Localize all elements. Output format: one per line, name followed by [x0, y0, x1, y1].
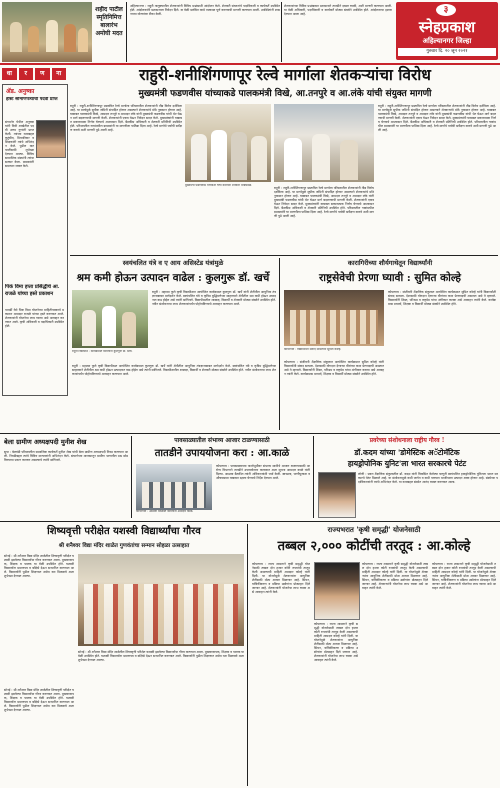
- krushi-body-4: कोपरगाव : राज्य शासनाने कृषी समृद्धी योजनेसाठी तब्बल दोन हजार कोटी रुपयांची तरतूद केली असल्याची माहिती आमदार कोल्हे यांनी दिली. या योजनेमुळे शेतकऱ्यांना आधुनिक शेतीसाठी मोठा आधार मिळणार आहे. सिंचन, यांत्रिकीकरण व प्रक्रिया उद्योगांना प्रोत्साहन दिले जाणार आहे. शेतकऱ्यांनी योजनेचा लाभ घ्यावा असे आवाहन त्यांनी केले.: [432, 562, 496, 590]
- pavsala-caption: कोपरगाव : आढावा बैठकीत बोलताना आमदार काळे.: [136, 510, 194, 513]
- main-story-photo: [185, 104, 271, 182]
- shram-headline: श्रम कमी होऊन उत्पादन वाढेल : कुलगुरू डॉ. खर्चे: [76, 272, 270, 284]
- masthead-title: स्नेहप्रकाश: [418, 18, 476, 36]
- main-subhead: मुख्यमंत्री फडणवीस यांच्याकडे पालकमंत्री विखे, आ.तनपुरे व आ.लंके यांची संयुक्त मागणी: [138, 89, 432, 99]
- main-story-right-text: राहुरी : राहुरी-शनीशिंगणापूर प्रस्तावित रेल्वे मार्गाला परिसरातील शेतकऱ्यांनी तीव्र विरोध दर्शविला आहे. या मार्गामुळे सुपीक जमिनी संपादित होणार असल्याने शेतकऱ्यांचे मोठे नुकसान होणार आहे. याबाबत पालकमंत्री विखे, आमदार तनपुरे व आमदार लंके यांनी मुख्यमंत्री फडणवीस यांची भेट घेऊन मार्ग बदलण्याची मागणी केली. शेतकऱ्यांनी एकत्र येऊन निवेदन सादर केले. मुख्यमंत्र्यांनी याबाबत सकारात्मक निर्णय घेण्याचे आश्वासन दिले. बैठकीस अधिकारी व शेतकरी प्रतिनिधी उपस्थित होते. परिसरातील गावांमधील ग्रामस्थांनी या मागणीला पाठिंबा दिला आहे. रेल्वे मार्गाचे पर्यायी सर्वेक्षण करावे अशी मागणी पुढे आली आहे.: [378, 104, 496, 132]
- shishyavrutti-subhead: श्री शनैश्वर विद्या मंदिर शाळेत गुणवंतांचा सन्मान सोहळा उत्साहात: [58, 543, 190, 549]
- section-tag-char: धा: [2, 68, 17, 80]
- masthead-date: गुरुवार दि. २० जून २०२१: [398, 48, 496, 56]
- krushi-body-3: कोपरगाव : राज्य शासनाने कृषी समृद्धी योजनेसाठी तब्बल दोन हजार कोटी रुपयांची तरतूद केली असल्याची माहिती आमदार कोल्हे यांनी दिली. या योजनेमुळे शेतकऱ्यांना आधुनिक शेतीसाठी मोठा आधार मिळणार आहे. सिंचन, यांत्रिकीकरण व प्रक्रिया उद्योगांना प्रोत्साहन दिले जाणार आहे. शेतकऱ्यांनी योजनेचा लाभ घ्यावा असे आवाहन त्यांनी केले.: [362, 562, 428, 590]
- bela-body: सुपा : बेलवंडी परिसरातील सामाजिक कार्यकर्ते मुनीश शेख यांची बेला ग्रामीण अध्यक्षपदी निवड करण्यात आली. निवडीबद्दल त्यांचे विविध मान्यवरांनी अभिनंदन केले. संघटनेच्या माध्यमातून ग्रामीण भागातील प्रश्न सोडविण्याचा प्रयत्न करणार असल्याचे त्यांनी सांगितले.: [4, 450, 128, 462]
- kolhe-caption: कोपरगाव : विद्यार्थ्यांशी संवाद साधताना सुमित कोल्हे.: [284, 348, 342, 351]
- krushi-body: कोपरगाव : राज्य शासनाने कृषी समृद्धी योजनेसाठी तब्बल दोन हजार कोटी रुपयांची तरतूद केली असल्याची माहिती आमदार कोल्हे यांनी दिली. या योजनेमुळे शेतकऱ्यांना आधुनिक शेतीसाठी मोठा आधार मिळणार आहे. सिंचन, यांत्रिकीकरण व प्रक्रिया उद्योगांना प्रोत्साहन दिले जाणार आहे. शेतकऱ्यांनी योजनेचा लाभ घ्यावा असे आवाहन त्यांनी केले.: [252, 562, 310, 594]
- masthead: [396, 2, 498, 60]
- shram-photo: [72, 290, 148, 348]
- bela-headline: बेला ग्रामीण अध्यक्षपदी मुनीश शेख: [4, 438, 87, 446]
- person2-title: पिकं विमा हप्ता प्रसिद्धीचे आ. राजळे यांच्या हस्ते प्रकाशन: [5, 284, 60, 297]
- shishyavrutti-headline: शिष्यवृत्ती परीक्षेत यशस्वी विद्यार्थ्यांचा गौरव: [47, 526, 201, 537]
- dialysis-photo: [318, 472, 356, 518]
- krushi-kicker: राज्यभरात 'कृषी समृद्धी' योजनेसाठी: [327, 525, 421, 534]
- shram-body: राहुरी : महात्मा फुले कृषी विद्यापीठात आयोजित कार्यक्रमात कुलगुरू डॉ. खर्चे यांनी शेतीतील आधुनिक तंत्रज्ञानाबाबत मार्गदर्शन केले. स्वयंचलित यंत्रे व कृत्रिम बुद्धिमत्तेच्या साहाय्याने शेतीतील श्रम कमी होऊन उत्पादनात वाढ होईल असे त्यांनी सांगितले. विद्यापीठातील शास्त्रज्ञ, विद्यार्थी व शेतकरी मोठ्या संख्येने उपस्थित होते. नवीन संशोधनाचा लाभ शेतकऱ्यांपर्यंत पोहोचविण्याचे आवाहन करण्यात आले.: [152, 290, 276, 306]
- main-story-body-cont: [185, 196, 271, 252]
- dialysis-headline: डॉ.कदम यांच्या 'डोमेस्टिक अॅटोमॅटिक: [354, 448, 460, 457]
- pavsala-body: कोपरगाव : पावसाळ्याच्या पार्श्वभूमीवर संभाव्य साथीचे आजार टाळण्यासाठी आरोग्य विभागाने तातडीने उपाययोजना कराव्यात अशा सूचना आमदार काळे यांनी दिल्या. आढावा बैठकीत त्यांनी अधिकाऱ्यांशी चर्चा केली. स्वच्छता, पाणीपुरवठा व औषधसाठा याबाबत दक्षता घेण्याचे निर्देश देण्यात आले.: [216, 464, 310, 480]
- pavsala-kicker: पावसाळ्यातील संभाव्य आजार टाळण्यासाठी: [174, 437, 270, 444]
- person1-body: संगमनेर येथील अनुष्का यांनी विधी शाखेतील पदवी उत्तम गुणांनी प्राप्त केली. त्यांच्या यशाबद्दल कुटुंबीय, मित्रपरिवार व शिक्षकांनी त्यांचे अभिनंदन केले. पुढील वाटचालीसाठी शुभेच्छा देण्यात आल्या. विविध सामाजिक संस्थांनी त्यांचा सत्कार केला. ग्रामस्थांनी समाधान व्यक्त केले.: [5, 120, 34, 168]
- kolhe-headline: राष्ट्रसेवेची प्रेरणा घ्यावी : सुमित कोल्हे: [318, 272, 462, 284]
- shishyavrutti-photo: [78, 554, 244, 646]
- main-story-body: राहुरी : राहुरी-शनीशिंगणापूर प्रस्तावित रेल्वे मार्गाला परिसरातील शेतकऱ्यांनी तीव्र विरोध दर्शविला आहे. या मार्गामुळे सुपीक जमिनी संपादित होणार असल्याने शेतकऱ्यांचे मोठे नुकसान होणार आहे. याबाबत पालकमंत्री विखे, आमदार तनपुरे व आमदार लंके यांनी मुख्यमंत्री फडणवीस यांची भेट घेऊन मार्ग बदलण्याची मागणी केली. शेतकऱ्यांनी एकत्र येऊन निवेदन सादर केले. मुख्यमंत्र्यांनी याबाबत सकारात्मक निर्णय घेण्याचे आश्वासन दिले. बैठकीस अधिकारी व शेतकरी प्रतिनिधी उपस्थित होते. परिसरातील गावांमधील ग्रामस्थांनी या मागणीला पाठिंबा दिला आहे. रेल्वे मार्गाचे पर्यायी सर्वेक्षण करावे अशी मागणी पुढे आली आहे.: [70, 104, 182, 132]
- kolhe-body: कोपरगाव : संजीवनी शैक्षणिक संकुलात आयोजित कार्यक्रमात सुमित कोल्हे यांनी विद्यार्थ्यांशी संवाद साधला. देशासाठी योगदान देणाऱ्या वीरांच्या कथा प्रेरणादायी असतात असे ते म्हणाले. विद्यार्थ्यांनी शिस्त, परिश्रम व राष्ट्रप्रेम यांचा अंगीकार करावा असे आवाहन त्यांनी केले. कार्यक्रमास प्राचार्य, शिक्षक व विद्यार्थी मोठ्या संख्येने उपस्थित होते.: [388, 290, 496, 306]
- kolhe-kicker: कारागिरीच्या शौर्यगाथेतून विद्यार्थ्यांनी: [347, 259, 433, 267]
- kolhe-photo: [284, 290, 384, 346]
- top-left-heading: [94, 6, 124, 62]
- section-tag: [2, 68, 66, 80]
- section-tag-char: र: [19, 68, 34, 80]
- shishyavrutti-body-3: सोनई : श्री शनैश्वर विद्या मंदिर शाळेतील शिष्यवृत्ती परीक्षेत यशस्वी झालेल्या विद्यार्थ्यांचा गौरव करण्यात आला. मुख्याध्यापक, शिक्षक व पालक या वेळी उपस्थित होते. यशस्वी विद्यार्थ्यांना प्रमाणपत्र व बक्षिसे देऊन सन्मानित करण्यात आले. विद्यार्थ्यांनी पुढील शिक्षणात असेच यश मिळवावे अशा शुभेच्छा देण्यात आल्या.: [4, 688, 74, 712]
- krushi-body-2: कोपरगाव : राज्य शासनाने कृषी समृद्धी योजनेसाठी तब्बल दोन हजार कोटी रुपयांची तरतूद केली असल्याची माहिती आमदार कोल्हे यांनी दिली. या योजनेमुळे शेतकऱ्यांना आधुनिक शेतीसाठी मोठा आधार मिळणार आहे. सिंचन, यांत्रिकीकरण व प्रक्रिया उद्योगांना प्रोत्साहन दिले जाणार आहे. शेतकऱ्यांनी योजनेचा लाभ घ्यावा असे आवाहन त्यांनी केले.: [314, 622, 358, 662]
- top-right-text: शेतकऱ्यांच्या विविध प्रश्नांबाबत प्रशासनाने तातडीने दखल घ्यावी, अशी मागणी करण्यात आली. या वेळी अधिकारी, पदाधिकारी व कार्यकर्ते मोठ्या संख्येने उपस्थित होते. आंदोलनाचा इशारा देण्यात आला आहे.: [284, 4, 392, 16]
- person1-title: होस्टे सोमाणपत्र्याची पदवी प्राप्त: [6, 97, 58, 102]
- section-tag-char: ण: [35, 68, 50, 80]
- shram-kicker: स्वयंचलित यंत्रे व ए आय असिस्टेड यंत्रांमुळे: [122, 259, 224, 267]
- dialysis-body: लोणी : प्रवरा शैक्षणिक संकुलातील डॉ. कदम यांनी विकसित केलेल्या घरगुती स्वयंचलित हायड्रोपोनिक युनिटला भारत सरकारचे पेटंट मिळाले आहे. या संशोधनामुळे कमी जागेत व कमी पाण्यात भाजीपाला उत्पादन शक्य होणार आहे. संस्थेच्या पदाधिकाऱ्यांनी त्यांचे अभिनंदन केले. या यशाबद्दल संस्थेत आनंद व्यक्त करण्यात आला.: [358, 472, 498, 484]
- shishyavrutti-body: सोनई : श्री शनैश्वर विद्या मंदिर शाळेतील शिष्यवृत्ती परीक्षेत यशस्वी झालेल्या विद्यार्थ्यांचा गौरव करण्यात आला. मुख्याध्यापक, शिक्षक व पालक या वेळी उपस्थित होते. यशस्वी विद्यार्थ्यांना प्रमाणपत्र व बक्षिसे देऊन सन्मानित करण्यात आले. विद्यार्थ्यांनी पुढील शिक्षणात असेच यश मिळवावे अशा शुभेच्छा देण्यात आल्या.: [4, 554, 74, 578]
- pavsala-headline: तातडीने उपाययोजना करा : आ.काळे: [154, 448, 290, 459]
- person1-name: ॲड. अनुष्का: [6, 88, 35, 95]
- issue-number: ३: [436, 4, 456, 16]
- shram-body-2: राहुरी : महात्मा फुले कृषी विद्यापीठात आयोजित कार्यक्रमात कुलगुरू डॉ. खर्चे यांनी शेतीतील आधुनिक तंत्रज्ञानाबाबत मार्गदर्शन केले. स्वयंचलित यंत्रे व कृत्रिम बुद्धिमत्तेच्या साहाय्याने शेतीतील श्रम कमी होऊन उत्पादनात वाढ होईल असे त्यांनी सांगितले. विद्यापीठातील शास्त्रज्ञ, विद्यार्थी व शेतकरी मोठ्या संख्येने उपस्थित होते. नवीन संशोधनाचा लाभ शेतकऱ्यांपर्यंत पोहोचविण्याचे आवाहन करण्यात आले.: [72, 364, 276, 376]
- top-middle-text: अहिल्यानगर : राहुरी तालुक्यातील शेतकऱ्यांनी विविध प्रश्नांसाठी आंदोलन केले. शेतकरी संघटनांचे पदाधिकारी व कार्यकर्ते उपस्थित होते. आंदोलकांनी प्रशासनाला निवेदन दिले. या वेळी प्रलंबित कामे तात्काळ पूर्ण करण्याची मागणी करण्यात आली. उपस्थितांनी शासनाच्या धोरणांवर टीका केली.: [130, 4, 280, 16]
- krushi-photo: [314, 562, 360, 620]
- pavsala-photo: [136, 464, 212, 510]
- main-story-caption: मुख्यमंत्री फडणवीस यांच्याशी चर्चा करताना शेतकरी शिष्टमंडळ.: [185, 184, 253, 187]
- person2-body: पाथर्डी येथे पिक विमा योजनेच्या माहितीपत्रकाचे प्रकाशन आमदार राजळे यांच्या हस्ते करण्यात आले. शेतकऱ्यांनी योजनेचा लाभ घ्यावा असे आवाहन करण्यात आले. कृषी अधिकारी व पदाधिकारी उपस्थित होते.: [5, 308, 64, 328]
- krushi-headline: तब्बल २,००० कोटींची तरतूद : आ.कोल्हे: [277, 539, 471, 554]
- dialysis-kicker: प्रवरेच्या संशोधनाला राष्ट्रीय गौरव !: [369, 437, 445, 444]
- top-left-photo: [2, 2, 92, 62]
- main-story-bottom-text: राहुरी : राहुरी-शनीशिंगणापूर प्रस्तावित रेल्वे मार्गाला परिसरातील शेतकऱ्यांनी तीव्र विरोध दर्शविला आहे. या मार्गामुळे सुपीक जमिनी संपादित होणार असल्याने शेतकऱ्यांचे मोठे नुकसान होणार आहे. याबाबत पालकमंत्री विखे, आमदार तनपुरे व आमदार लंके यांनी मुख्यमंत्री फडणवीस यांची भेट घेऊन मार्ग बदलण्याची मागणी केली. शेतकऱ्यांनी एकत्र येऊन निवेदन सादर केले. मुख्यमंत्र्यांनी याबाबत सकारात्मक निर्णय घेण्याचे आश्वासन दिले. बैठकीस अधिकारी व शेतकरी प्रतिनिधी उपस्थित होते. परिसरातील गावांमधील ग्रामस्थांनी या मागणीला पाठिंबा दिला आहे. रेल्वे मार्गाचे पर्यायी सर्वेक्षण करावे अशी मागणी पुढे आली आहे.: [274, 186, 374, 218]
- main-story-photo-2: [274, 104, 374, 182]
- shishyavrutti-body-2: सोनई : श्री शनैश्वर विद्या मंदिर शाळेतील शिष्यवृत्ती परीक्षेत यशस्वी झालेल्या विद्यार्थ्यांचा गौरव करण्यात आला. मुख्याध्यापक, शिक्षक व पालक या वेळी उपस्थित होते. यशस्वी विद्यार्थ्यांना प्रमाणपत्र व बक्षिसे देऊन सन्मानित करण्यात आले. विद्यार्थ्यांनी पुढील शिक्षणात असेच यश मिळवावे अशा शुभेच्छा देण्यात आल्या.: [78, 650, 244, 662]
- dialysis-headline-2: हायड्रोपोनिक युनिट'ला भारत सरकारचे पेटंट: [347, 459, 467, 468]
- main-headline: राहुरी-शनीशिंगणापूर रेल्वे मार्गाला शेतकऱ्यांचा विरोध: [139, 65, 431, 84]
- section-tag-char: ना: [52, 68, 67, 80]
- kolhe-body-2: कोपरगाव : संजीवनी शैक्षणिक संकुलात आयोजित कार्यक्रमात सुमित कोल्हे यांनी विद्यार्थ्यांशी संवाद साधला. देशासाठी योगदान देणाऱ्या वीरांच्या कथा प्रेरणादायी असतात असे ते म्हणाले. विद्यार्थ्यांनी शिस्त, परिश्रम व राष्ट्रप्रेम यांचा अंगीकार करावा असे आवाहन त्यांनी केले. कार्यक्रमास प्राचार्य, शिक्षक व विद्यार्थी मोठ्या संख्येने उपस्थित होते.: [284, 360, 384, 376]
- person1-photo: [36, 120, 66, 158]
- top-left-headline: शहीद पाटील स्मृतिनिमित्त बालारंभ अमोघी मदत: [95, 6, 123, 37]
- shram-caption: राहुरी विद्यापीठ : कार्यक्रमात बोलताना कुलगुरू डॉ. खर्चे.: [72, 350, 133, 353]
- masthead-subtitle: अहिल्यानगर जिल्हा: [422, 37, 472, 45]
